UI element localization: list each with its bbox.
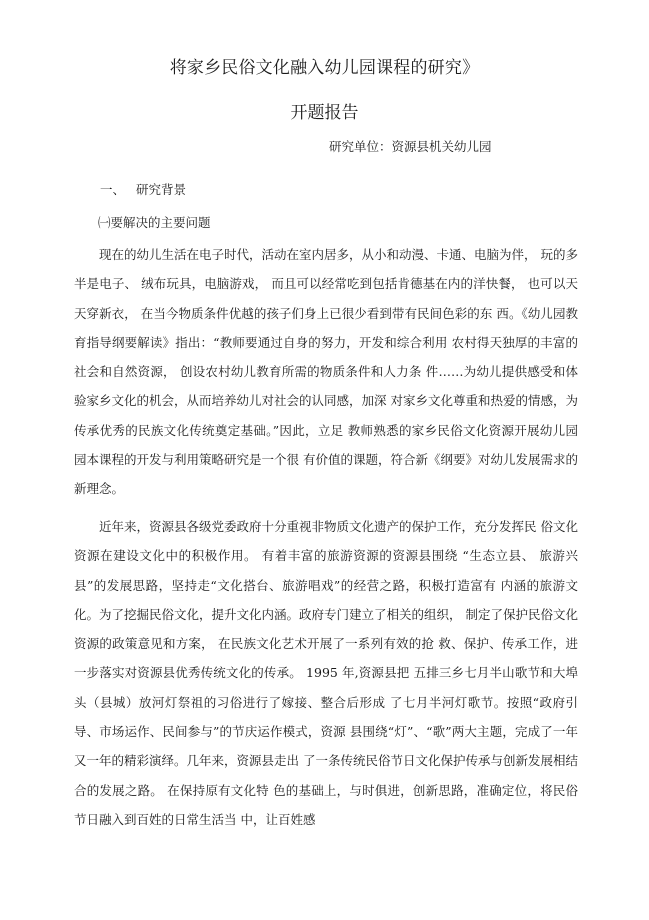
body-paragraph-1: 现在的幼儿生活在电子时代，活动在室内居多，从小和动漫、卡通、电脑为伴， 玩的多半是电子、 绒布玩具，电脑游戏， 而且可以经常吃到包括肯德基在内的洋快餐， 也可以天天穿新衣， 在当今物质条件优越的孩子们身上已很少看到带有民间色彩的东 西。《幼儿园教育指导纲要解读》指出：“教师要通过自身的努力，开发和综合利用 农村得天独厚的丰富的社会和自然资源， 创设农村幼儿教育所需的物质条件和人力条 件……为幼儿提供感受和体验家乡文化的机会，从而培养幼儿对社会的认同感，加深 对家乡文化尊重和热爱的情感，为传承优秀的民族文化传统奠定基础。”因此，立足 教师熟悉的家乡民俗文化资源开展幼儿园园本课程的开发与利用策略研究是一个很 有价值的课题，符合新《纲要》对幼儿发展需求的新理念。 (74, 247, 578, 497)
section-heading (100, 181, 186, 199)
section-number: 一、 (100, 182, 126, 197)
research-unit: 研究单位：资源县机关幼儿园 (329, 139, 492, 154)
subsection-heading: ㈠要解决的主要问题 (98, 215, 211, 230)
document-title: 将家乡民俗文化融入幼儿园课程的研究》 (169, 58, 480, 78)
section-title: 研究背景 (136, 182, 187, 197)
body-paragraph-2: 近年来，资源县各级党委政府十分重视非物质文化遗产的保护工作，充分发挥民 俗文化资源在建设文化中的积极作用。 有着丰富的旅游资源的资源县围绕 “生态立县、 旅游兴县”的发展思路，坚持走“文化搭台、旅游唱戏”的经营之路，积极打造富有 内涵的旅游文化。为了挖掘民俗文化，提升文化内涵。政府专门建立了相关的组织， 制定了保护民俗文化资源的政策意见和方案， 在民族文化艺术开展了一系列有效的抢 救、保护、传承工作，进一步落实对资源县优秀传统文化的传承。 1995 年,资源县把 五排三乡七月半山歌节和大埠头（县城）放河灯祭祖的习俗进行了嫁接、整合后形成 了七月半河灯歌节。按照“政府引导、市场运作、民间参与”的节庆运作模式，资源 县围绕“灯”、“歌”两大主题，完成了一年又一年的精彩演绎。几年来，资源县走出 了一条传统民俗节日文化保护传承与创新发展相结合的发展之路。 在保持原有文化特 色的基础上，与时俱进，创新思路，准确定位，将民俗节日融入到百姓的日常生活当 中，让百姓感 (74, 519, 578, 827)
document-subtitle: 开题报告 (290, 103, 359, 123)
